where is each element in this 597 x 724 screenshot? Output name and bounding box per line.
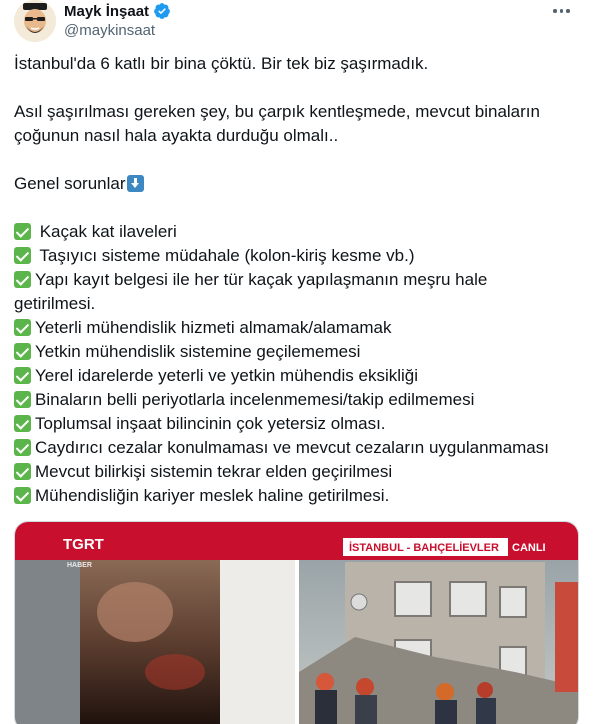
check-mark-icon bbox=[14, 463, 31, 480]
problem-item bbox=[14, 436, 579, 460]
check-mark-icon bbox=[14, 271, 31, 288]
problem-text: Caydırıcı cezalar konulmaması ve mevcut cezaların uygulanmaması bbox=[35, 438, 549, 457]
problem-item bbox=[14, 340, 579, 364]
check-mark-icon bbox=[14, 487, 31, 504]
problem-item-continued: getirilmesi. bbox=[14, 294, 96, 313]
tweet-text bbox=[14, 52, 579, 508]
news-video-frame bbox=[15, 522, 579, 724]
problem-item bbox=[14, 460, 579, 484]
check-mark-icon bbox=[14, 343, 31, 360]
heading-text: Genel sorunlar bbox=[14, 174, 126, 193]
problem-item bbox=[14, 364, 579, 388]
check-mark-icon bbox=[14, 391, 31, 408]
tweet-line: Asıl şaşırılması gereken şey, bu çarpık kentleşmede, mevcut binaların bbox=[14, 102, 540, 121]
channel-logo: TGRT bbox=[63, 536, 104, 553]
problem-text: Mevcut bilirkişi sistemin tekrar elden geçirilmesi bbox=[35, 462, 393, 481]
problem-item bbox=[14, 484, 579, 508]
attached-video[interactable] bbox=[14, 521, 579, 724]
check-mark-icon bbox=[14, 223, 31, 240]
user-handle[interactable]: @maykinsaat bbox=[64, 22, 156, 39]
problem-item bbox=[14, 244, 579, 268]
check-mark-icon bbox=[14, 247, 31, 264]
live-label: CANLI bbox=[512, 542, 546, 554]
check-mark-icon bbox=[14, 415, 31, 432]
tweet-line: çoğunun nasıl hala ayakta durduğu olmalı.. bbox=[14, 126, 339, 145]
check-mark-icon bbox=[14, 319, 31, 336]
tweet-line: İstanbul'da 6 katlı bir bina çöktü. Bir tek biz şaşırmadık. bbox=[14, 54, 429, 73]
problem-item bbox=[14, 220, 579, 244]
problem-text: Yapı kayıt belgesi ile her tür kaçak yapılaşmanın meşru hale bbox=[35, 270, 488, 289]
verified-badge-icon bbox=[153, 2, 171, 20]
problem-text: Toplumsal inşaat bilincinin çok yetersiz olması. bbox=[35, 414, 386, 433]
problem-text: Yeterli mühendislik hizmeti almamak/alamamak bbox=[35, 318, 392, 337]
problem-text: Taşıyıcı sisteme müdahale (kolon-kiriş kesme vb.) bbox=[35, 246, 415, 265]
problem-text: Mühendisliğin kariyer meslek haline getirilmesi. bbox=[35, 486, 390, 505]
check-mark-icon bbox=[14, 367, 31, 384]
problem-item bbox=[14, 268, 579, 292]
location-label: İSTANBUL - BAHÇELİEVLER bbox=[349, 542, 499, 554]
down-arrow-icon bbox=[127, 175, 144, 192]
problem-item bbox=[14, 316, 579, 340]
more-options-icon[interactable] bbox=[553, 4, 577, 18]
problem-text: Yetkin mühendislik sistemine geçilememesi bbox=[35, 342, 361, 361]
avatar[interactable] bbox=[14, 0, 56, 42]
problem-text: Kaçak kat ilaveleri bbox=[35, 222, 177, 241]
problem-text: Binaların belli periyotlarla incelenmemesi/takip edilmemesi bbox=[35, 390, 475, 409]
problem-text: Yerel idarelerde yeterli ve yetkin mühendis eksikliği bbox=[35, 366, 419, 385]
display-name[interactable]: Mayk İnşaat bbox=[64, 2, 150, 20]
tweet-header bbox=[0, 0, 597, 50]
channel-sub-label: HABER bbox=[67, 562, 92, 569]
avatar-face-icon bbox=[14, 0, 56, 42]
problem-item bbox=[14, 388, 579, 412]
check-mark-icon bbox=[14, 439, 31, 456]
name-row bbox=[64, 2, 171, 20]
tweet-line-heading bbox=[14, 172, 579, 196]
problem-item bbox=[14, 412, 579, 436]
